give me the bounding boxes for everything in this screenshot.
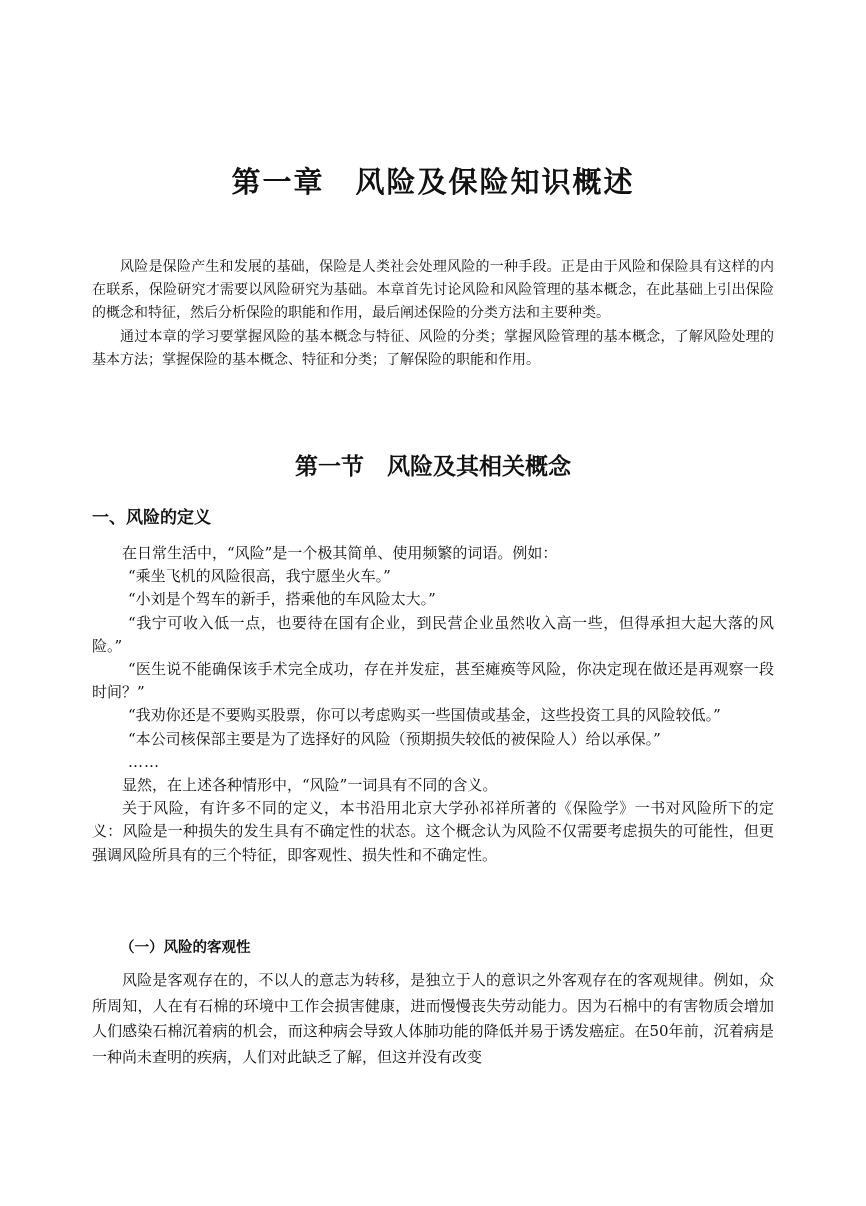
intro-paragraph: 风险是保险产生和发展的基础，保险是人类社会处理风险的一种手段。正是由于风险和保险具有这样的内在联系，保险研究才需要以风险研究为基础。本章首先讨论风险和风险管理的基本概念，在此基础上引出保险的概念和特征，然后分析保险的职能和作用，最后阐述保险的分类方法和主要种类。: [92, 259, 774, 322]
paragraph: 显然，在上述各种情形中，“风险”一词具有不同的含义。: [122, 776, 498, 795]
paragraph: 关于风险，有许多不同的定义，本书沿用北京大学孙祁祥所著的《保险学》一书对风险所下的定义：风险是一种损失的发生具有不确定性的状态。这个概念认为风险不仅需要考虑损失的可能性，但更强调风险所具有的三个特征，即客观性、损失性和不确定性。: [92, 799, 774, 864]
quote-paragraph: “小刘是个驾车的新手，搭乘他的车风险太大。”: [128, 590, 436, 609]
ellipsis: ……: [128, 752, 160, 771]
heading-objectivity: （一）风险的客观性: [120, 940, 251, 956]
body-text: [92, 542, 774, 867]
quote-paragraph: “我宁可收入低一点，也要待在国有企业，到民营企业虽然收入高一些，但得承担大起大落的风险。”: [92, 613, 774, 655]
body-text-objectivity: [92, 968, 774, 1070]
quote-paragraph: “本公司核保部主要是为了选择好的风险（预期损失较低的被保险人）给以承保。”: [128, 729, 661, 748]
chapter-title: 第一章 风险及保险知识概述: [231, 165, 635, 199]
paragraph: 风险是客观存在的，不以人的意志为转移，是独立于人的意识之外客观存在的客观规律。例如，众所周知，人在有石棉的环境中工作会损害健康，进而慢慢丧失劳动能力。因为石棉中的有害物质会增加人们感染石棉沉着病的机会，而这种病会导致人体肺功能的降低并易于诱发癌症。在50年前，沉着病是一种尚未查明的疾病，人们对此缺乏了解，但这并没有改变: [92, 971, 774, 1066]
quote-paragraph: “医生说不能确保该手术完全成功，存在并发症，甚至瘫痪等风险，你决定现在做还是再观察一段时间？”: [92, 660, 774, 702]
paragraph: 在日常生活中，“风险”是一个极其简单、使用频繁的词语。例如：: [122, 544, 558, 562]
quote-paragraph: “我劝你还是不要购买股票，你可以考虑购买一些国债或基金，这些投资工具的风险较低。”: [128, 706, 721, 725]
intro-paragraph: 通过本章的学习要掌握风险的基本概念与特征、风险的分类；掌握风险管理的基本概念，了解风险处理的基本方法；掌握保险的基本概念、特征和分类；了解保险的职能和作用。: [92, 328, 774, 368]
heading-risk-definition: 一、风险的定义: [92, 508, 211, 528]
section-title: 第一节 风险及其相关概念: [295, 453, 571, 480]
quote-paragraph: “乘坐飞机的风险很高，我宁愿坐火车。”: [128, 567, 391, 586]
chapter-intro: [92, 256, 774, 372]
